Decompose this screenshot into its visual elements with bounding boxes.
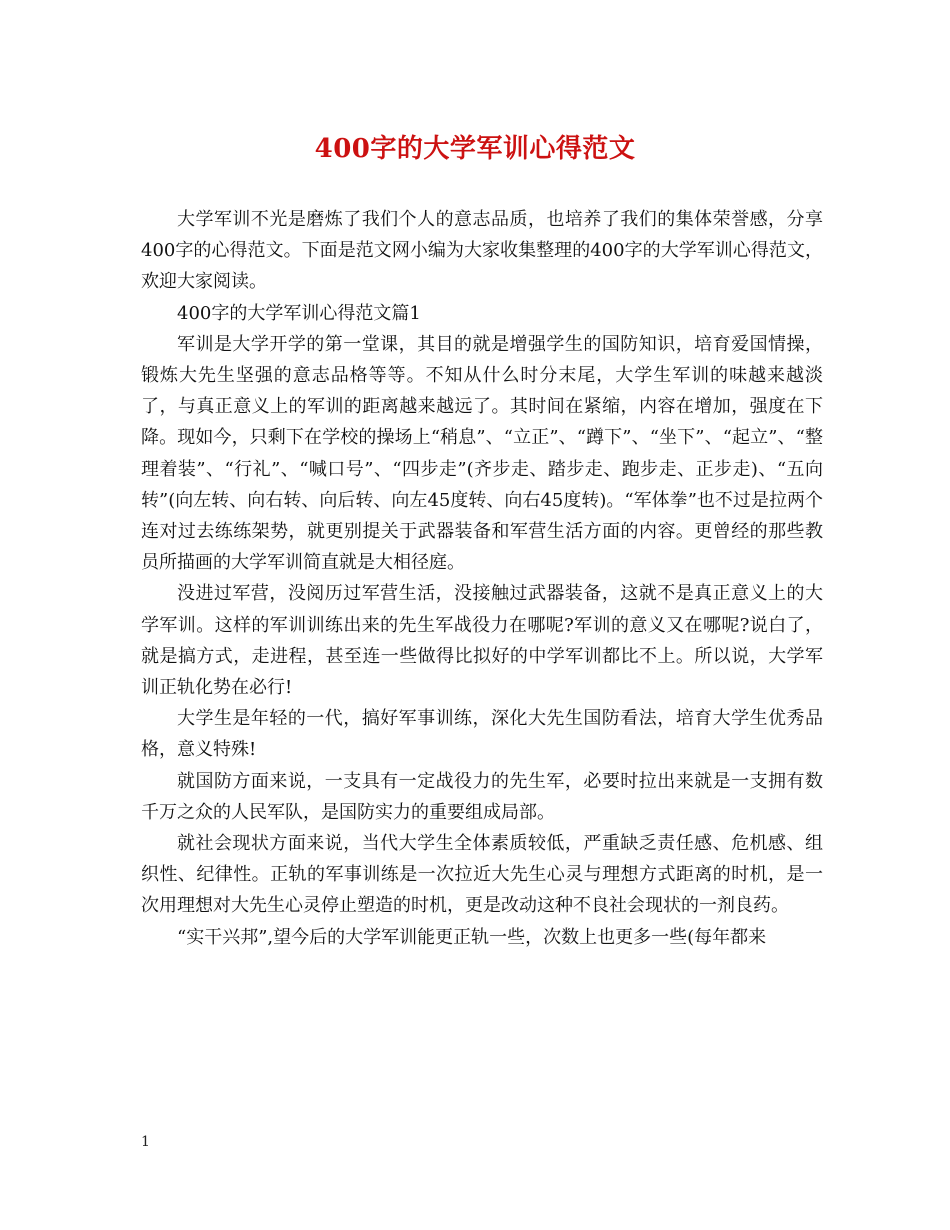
section-heading: 400字的大学军训心得范文篇1 xyxy=(177,302,421,324)
document-title: 400字的大学军训心得范文 xyxy=(314,134,636,164)
document-body xyxy=(141,204,823,953)
paragraph-2: 没进过军营，没阅历过军营生活，没接触过武器装备，这就不是真正意义上的大学军训。这样的军训训练出来的先生军战役力在哪呢?军训的意义又在哪呢?说白了，就是搞方式，走进程，甚至连一些做得比拟好的中学军训都比不上。所以说，大学军训正轨化势在必行! xyxy=(141,583,823,699)
paragraph-5: 就社会现状方面来说，当代大学生全体素质较低，严重缺乏责任感、危机感、组织性、纪律性。正轨的军事训练是一次拉近大先生心灵与理想方式距离的时机，是一次用理想对大先生心灵停止塑造的时机，更是改动这种不良社会现状的一剂良药。 xyxy=(141,833,823,917)
page-number: 1 xyxy=(141,1134,150,1150)
paragraph-6: “实干兴邦”,望今后的大学军训能更正轨一些，次数上也更多一些(每年都来 xyxy=(177,926,767,948)
paragraph-4: 就国防方面来说，一支具有一定战役力的先生军，必要时拉出来就是一支拥有数千万之众的人民军队，是国防实力的重要组成局部。 xyxy=(141,770,823,823)
paragraph-3: 大学生是年轻的一代，搞好军事训练，深化大先生国防看法，培育大学生优秀品格，意义特殊! xyxy=(141,708,823,761)
paragraph-intro: 大学军训不光是磨炼了我们个人的意志品质，也培养了我们的集体荣誉感，分享400字的心得范文。下面是范文网小编为大家收集整理的400字的大学军训心得范文，欢迎大家阅读。 xyxy=(141,209,823,293)
paragraph-1: 军训是大学开学的第一堂课，其目的就是增强学生的国防知识，培育爱国情操，锻炼大先生坚强的意志品格等等。不知从什么时分末尾，大学生军训的味越来越淡了，与真正意义上的军训的距离越来越远了。其时间在紧缩，内容在增加，强度在下降。现如今，只剩下在学校的操场上“稍息”、“立正”、“蹲下”、“坐下”、“起立”、“整理着装”、“行礼”、“喊口号”、“四步走”(齐步走、踏步走、跑步走、正步走)、“五向转”(向左转、向右转、向后转、向左45度转、向右45度转)。“军体拳”也不过是拉两个连对过去练练架势，就更别提关于武器装备和军营生活方面的内容。更曾经的那些教员所描画的大学军训简直就是大相径庭。 xyxy=(141,333,823,574)
